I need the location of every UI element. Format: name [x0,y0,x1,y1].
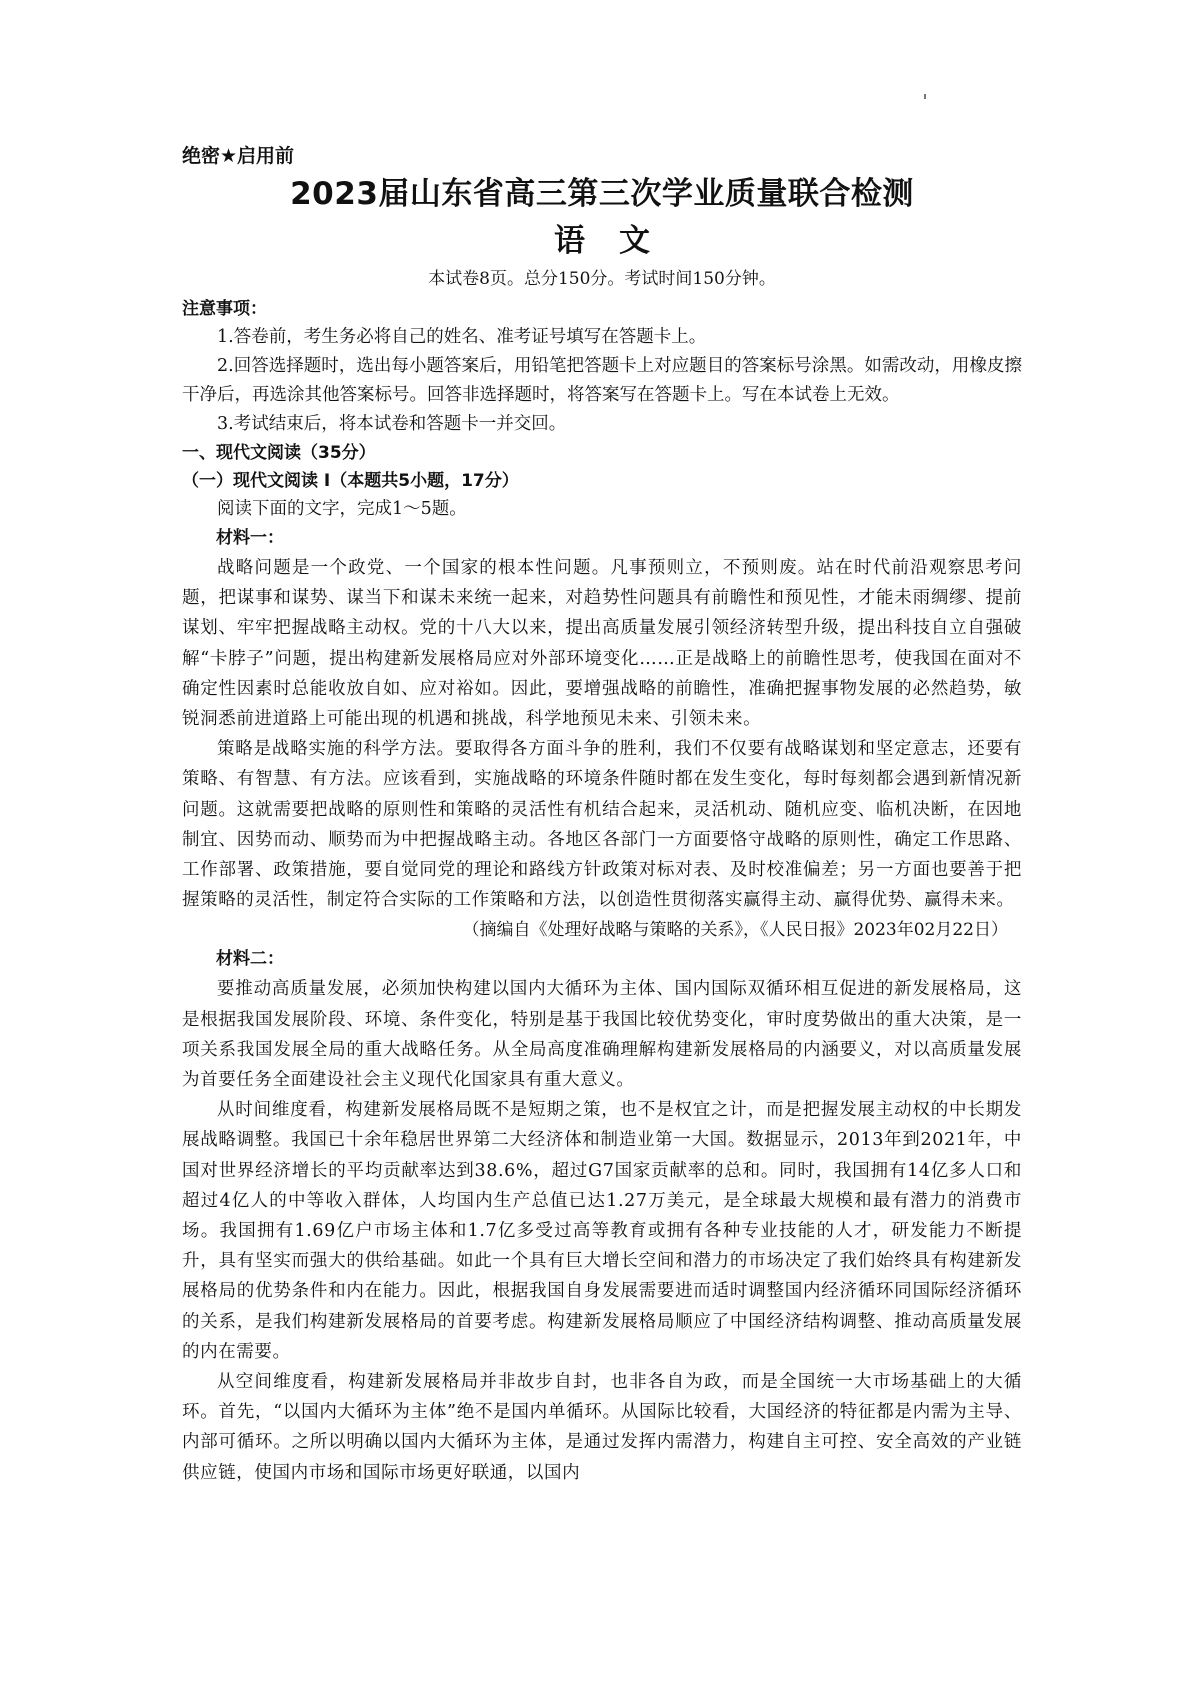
page-content [182,143,1022,1488]
material1-source: （摘编自《处理好战略与策略的关系》，《人民日报》2023年02月22日） [462,920,1008,941]
material2-paragraph-3: 从空间维度看，构建新发展格局并非故步自封，也非各自为政，而是全国统一大市场基础上的大循环。首先，“以国内大循环为主体”绝不是国内单循环。从国际比较看，大国经济的特征都是内需为主导、内部可循环。之所以明确以国内大循环为主体，是通过发挥内需潜力，构建自主可控、安全高效的产业链供应链，使国内市场和国际市场更好联通，以国内 [182,1372,1022,1483]
exam-title: 2023届山东省高三第三次学业质量联合检测 [290,176,914,212]
notice-item-2: 2.回答选择题时，选出每小题答案后，用铅笔把答题卡上对应题目的答案标号涂黑。如需改动，用橡皮擦干净后，再选涂其他答案标号。回答非选择题时，将答案写在答题卡上。写在本试卷上无效。 [182,356,1022,405]
section-subtitle: （一）现代文阅读 I（本题共5小题，17分） [182,471,519,491]
secret-mark: 绝密★启用前 [182,145,295,167]
exam-info: 本试卷8页。总分150分。考试时间150分钟。 [428,269,776,289]
material2-paragraph-1: 要推动高质量发展，必须加快构建以国内大循环为主体、国内国际双循环相互促进的新发展格局，这是根据我国发展阶段、环境、条件变化，特别是基于我国比较优势变化，审时度势做出的重大决策，是一项关系我国发展全局的重大战略任务。从全局高度准确理解构建新发展格局的内涵要义，对以高质量发展为首要任务全面建设社会主义现代化国家具有重大意义。 [182,979,1022,1091]
material1-label: 材料一： [216,528,284,548]
material1-paragraph-2: 策略是战略实施的科学方法。要取得各方面斗争的胜利，我们不仅要有战略谋划和坚定意志，还要有策略、有智慧、有方法。应该看到，实施战略的环境条件随时都在发生变化，每时每刻都会遇到新情况新问题。这就需要把战略的原则性和策略的灵活性有机结合起来，灵活机动、随机应变、临机决断，在因地制宜、因势而动、顺势而为中把握战略主动。各地区各部门一方面要恪守战略的原则性，确定工作思路、工作部署、政策措施，要自觉同党的理论和路线方针政策对标对表、及时校准偏差；另一方面也要善于把握策略的灵活性，制定符合实际的工作策略和方法，以创造性贯彻落实赢得主动、赢得优势、赢得未来。 [182,739,1022,911]
material1-paragraph-1: 战略问题是一个政党、一个国家的根本性问题。凡事预则立，不预则废。站在时代前沿观察思考问题，把谋事和谋势、谋当下和谋未来统一起来，对趋势性问题具有前瞻性和预见性，才能未雨绸缪、提前谋划、牢牢把握战略主动权。党的十八大以来，提出高质量发展引领经济转型升级，提出科技自立自强破解“卡脖子”问题，提出构建新发展格局应对外部环境变化……正是战略上的前瞻性思考，使我国在面对不确定性因素时总能收放自如、应对裕如。因此，要增强战略的前瞻性，准确把握事物发展的必然趋势，敏锐洞悉前进道路上可能出现的机遇和挑战，科学地预见未来、引领未来。 [182,558,1022,730]
section-title: 一、现代文阅读（35分） [182,443,376,463]
scan-speck [924,94,926,99]
material2-paragraph-2: 从时间维度看，构建新发展格局既不是短期之策，也不是权宜之计，而是把握发展主动权的中长期发展战略调整。我国已十余年稳居世界第二大经济体和制造业第一大国。数据显示，2013年到2021年，中国对世界经济增长的平均贡献率达到38.6%，超过G7国家贡献率的总和。同时，我国拥有14亿多人口和超过4亿人的中等收入群体，人均国内生产总值已达1.27万美元，是全球最大规模和最有潜力的消费市场。我国拥有1.69亿户市场主体和1.7亿多受过高等教育或拥有各种专业技能的人才，研发能力不断提升，具有坚实而强大的供给基础。如此一个具有巨大增长空间和潜力的市场决定了我们始终具有构建新发展格局的优势条件和内在能力。因此，根据我国自身发展需要进而适时调整国内经济循环同国际经济循环的关系，是我们构建新发展格局的首要考虑。构建新发展格局顺应了中国经济结构调整、推动高质量发展的内在需要。 [182,1100,1022,1362]
notice-item-1: 1.答卷前，考生务必将自己的姓名、准考证号填写在答题卡上。 [217,327,707,347]
material2-label: 材料二： [216,949,284,970]
notice-heading: 注意事项： [182,299,267,319]
section-instruction: 阅读下面的文字，完成1～5题。 [217,499,467,519]
subject-title: 语文 [554,223,684,259]
notice-item-3: 3.考试结束后，将本试卷和答题卡一并交回。 [217,414,567,434]
